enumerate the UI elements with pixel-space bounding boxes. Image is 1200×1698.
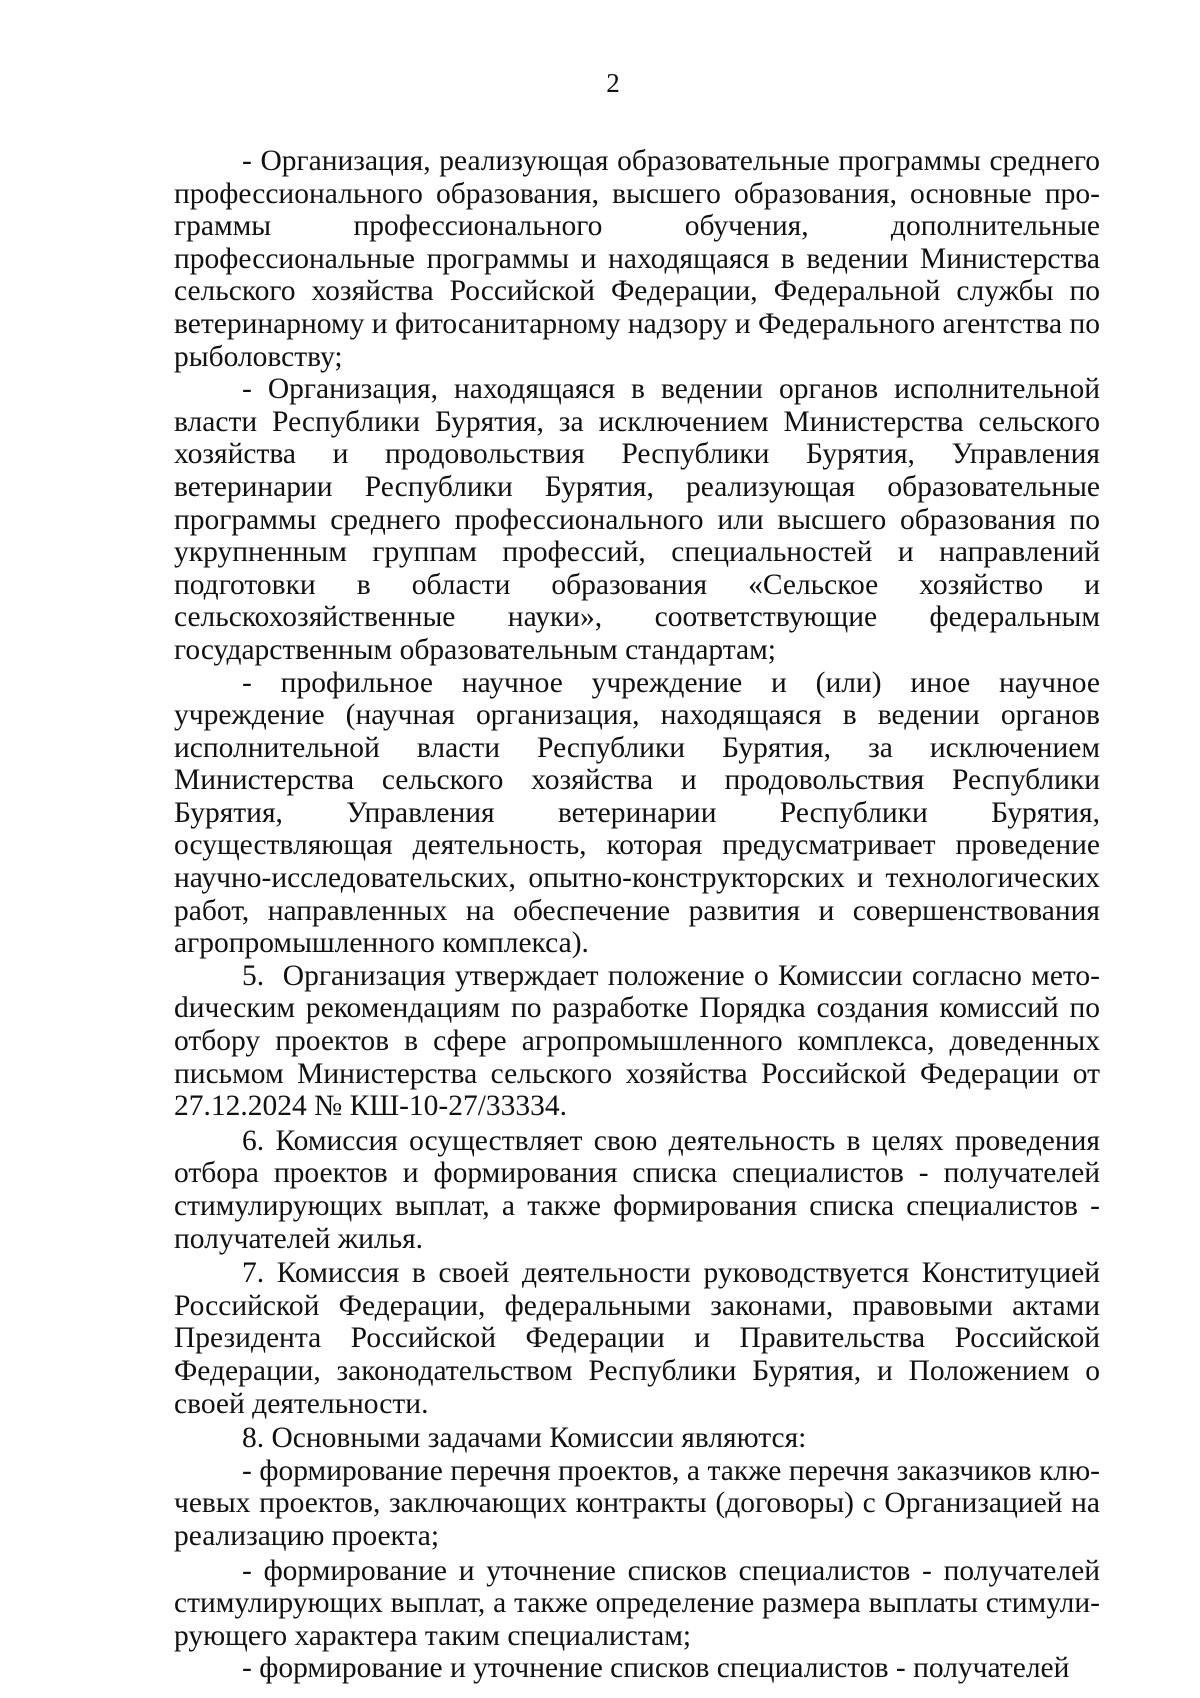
paragraph-org-republic-authorities: - Организация, находящаяся в ведении органов исполнительной власти Республики Бурятия, за исключением Министерства сельского хозяйства и продовольствия Республики Бурятия, Управления ветеринарии Республики Бурятия, реализующая образовательные программы среднего профессионального или высшего образования по укрупненным группам профессий, специальностей и направлений подготовки в области образования «Сельское хозяйство и сельскохозяйственные науки», соответствующие федеральным государственным образовательным стандартам; — [174, 373, 1100, 666]
paragraph-item-5: 5. Организация утверждает положение о Комиссии согласно метоdическим рекомендациям по разработке Порядка создания комиссий по отбору проектов в сфере агропромышленного комплекса, доведенных письмом Министерства сельского хозяйства Российской Федерации от 27.12.2024 № КШ-10-27/33334. — [174, 959, 1100, 1123]
paragraph-scientific-institution: - профильное научное учреждение и (или) иное научное учреждение (научная организация, находящаяся в ведении органов исполнительной власти Республики Бурятия, за исключением Министерства сельского хозяйства и продовольствия Республики Бурятия, Управления ветеринарии Республики Бурятия, осуществляющая деятельность, которая предусматривает проведение научно-исследовательских, опытно-конструкторских и технологических работ, направленных на обеспечение развития и совершенствования агропромышленного комплекса). — [174, 666, 1100, 960]
paragraph-task-projects-list: - формирование перечня проектов, а также перечня заказчиков ключевых проектов, заключающих контракты (договоры) с Организацией на реализацию проекта; — [174, 1454, 1100, 1552]
page-number: 2 — [606, 68, 620, 98]
paragraph-item-6: 6. Комиссия осуществляет свою деятельность в целях проведения отбора проектов и формирования списка специалистов - получателей стимулирующих выплат, а также формирования списка специалистов - получателей жилья. — [174, 1124, 1100, 1255]
paragraph-org-education-ministry: - Организация, реализующая образовательные программы среднего профессионального образования, высшего образования, основные программы профессионального обучения, дополнительные профессиональные программы и находящаяся в ведении Министерства сельского хозяйства Российской Федерации, Федеральной службы по ветеринарному и фитосанитарному надзору и Федерального агентства по рыболовству; — [174, 145, 1100, 373]
paragraph-task-incentive-recipients: - формирование и уточнение списков специалистов - получателей стимулирующих выплат, а также определение размера выплаты стимулирующего характера таким специалистам; — [174, 1554, 1100, 1652]
document-body — [174, 145, 1100, 1685]
paragraph-item-8: 8. Основными задачами Комиссии являются: — [242, 1422, 807, 1455]
paragraph-task-housing-recipients: - формирование и уточнение списков специалистов - получателей — [242, 1652, 1070, 1685]
paragraph-item-7: 7. Комиссия в своей деятельности руководствуется Конституцией Российской Федерации, федеральными законами, правовыми актами Президента Российской Федерации и Правительства Российской Федерации, законодательством Республики Бурятия, и Положением о своей деятельности. — [174, 1257, 1100, 1420]
